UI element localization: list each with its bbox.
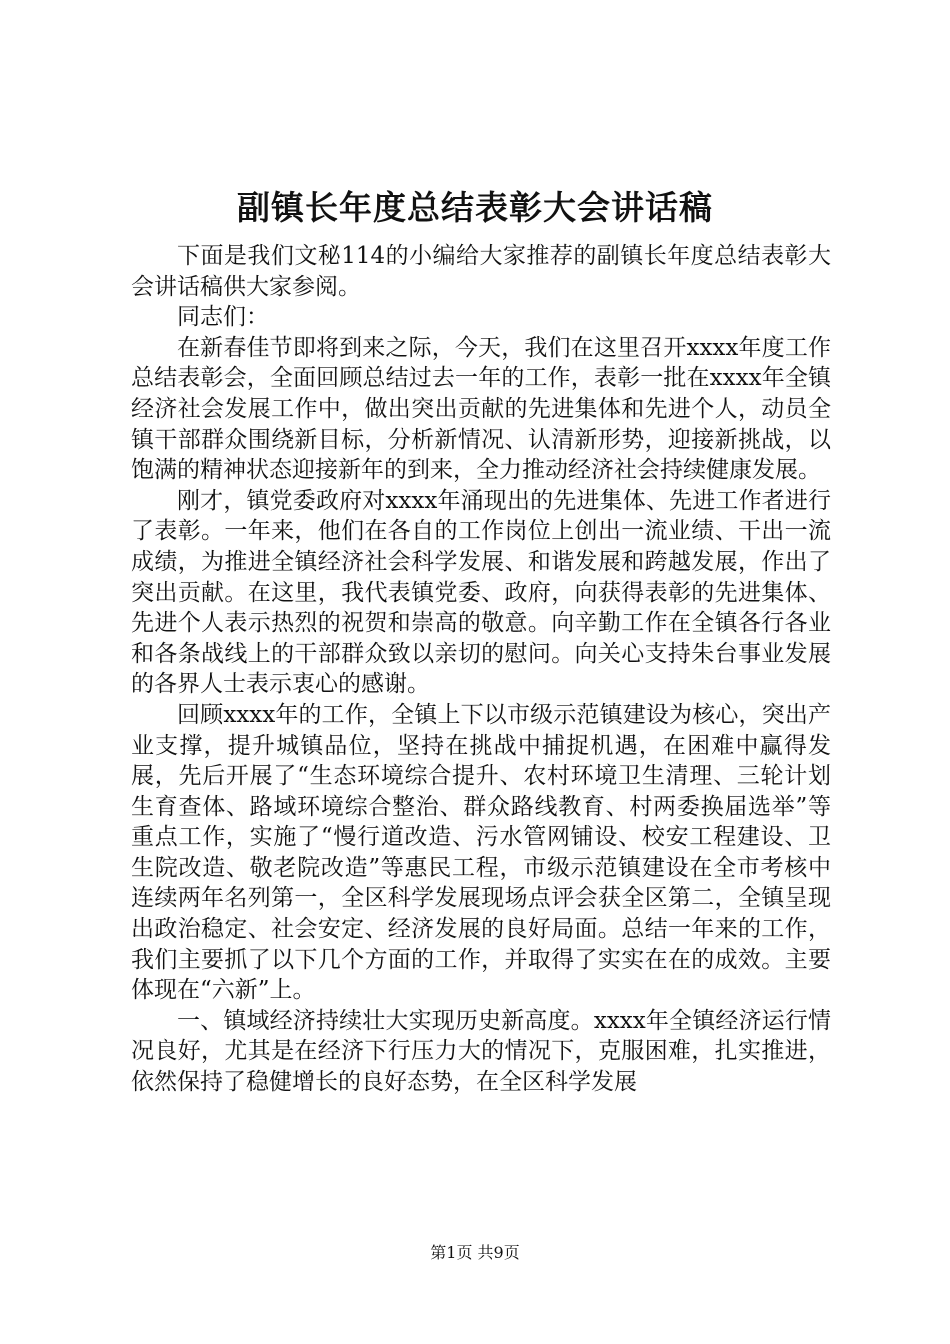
body-paragraph: 在新春佳节即将到来之际，今天，我们在这里召开xxxx年度工作总结表彰会，全面回顾总结过去一年的工作，表彰一批在xxxx年全镇经济社会发展工作中，做出突出贡献的先进集体和先进个人，动员全镇干部群众围绕新目标，分析新情况、认清新形势，迎接新挑战，以饱满的精神状态迎接新年的到来，全力推动经济社会持续健康发展。 xyxy=(131,334,831,484)
intro-paragraph: 下面是我们文秘114的小编给大家推荐的副镇长年度总结表彰大会讲话稿供大家参阅。 xyxy=(131,243,831,300)
body-paragraph: 一、镇域经济持续壮大实现历史新高度。xxxx年全镇经济运行情况良好，尤其是在经济下行压力大的情况下，克服困难，扎实推进，依然保持了稳健增长的良好态势，在全区科学发展 xyxy=(131,1007,831,1096)
body-paragraph: 回顾xxxx年的工作，全镇上下以市级示范镇建设为核心，突出产业支撑，提升城镇品位，坚持在挑战中捕捉机遇，在困难中赢得发展，先后开展了“生态环境综合提升、农村环境卫生清理、三轮计划生育查体、路域环境综合整治、群众路线教育、村两委换届选举”等重点工作，实施了“慢行道改造、污水管网铺设、校安工程建设、卫生院改造、敬老院改造”等惠民工程，市级示范镇建设在全市考核中连续两年名列第一，全区科学发展现场点评会获全区第二，全镇呈现出政治稳定、社会安定、经济发展的良好局面。总结一年来的工作，我们主要抓了以下几个方面的工作，并取得了实实在在的成效。主要体现在“六新”上。 xyxy=(131,701,831,1004)
salutation: 同志们： xyxy=(177,304,269,331)
document-body xyxy=(131,241,831,1098)
body-paragraph: 刚才，镇党委政府对xxxx年涌现出的先进集体、先进工作者进行了表彰。一年来，他们在各自的工作岗位上创出一流业绩、干出一流成绩，为推进全镇经济社会科学发展、和谐发展和跨越发展，作出了突出贡献。在这里，我代表镇党委、政府，向获得表彰的先进集体、先进个人表示热烈的祝贺和崇高的敬意。向辛勤工作在全镇各行各业和各条战线上的干部群众致以亲切的慰问。向关心支持朱台事业发展的各界人士表示衷心的感谢。 xyxy=(131,487,831,698)
page-footer: 第1页 共9页 xyxy=(430,1243,520,1262)
document-title: 副镇长年度总结表彰大会讲话稿 xyxy=(237,188,713,227)
